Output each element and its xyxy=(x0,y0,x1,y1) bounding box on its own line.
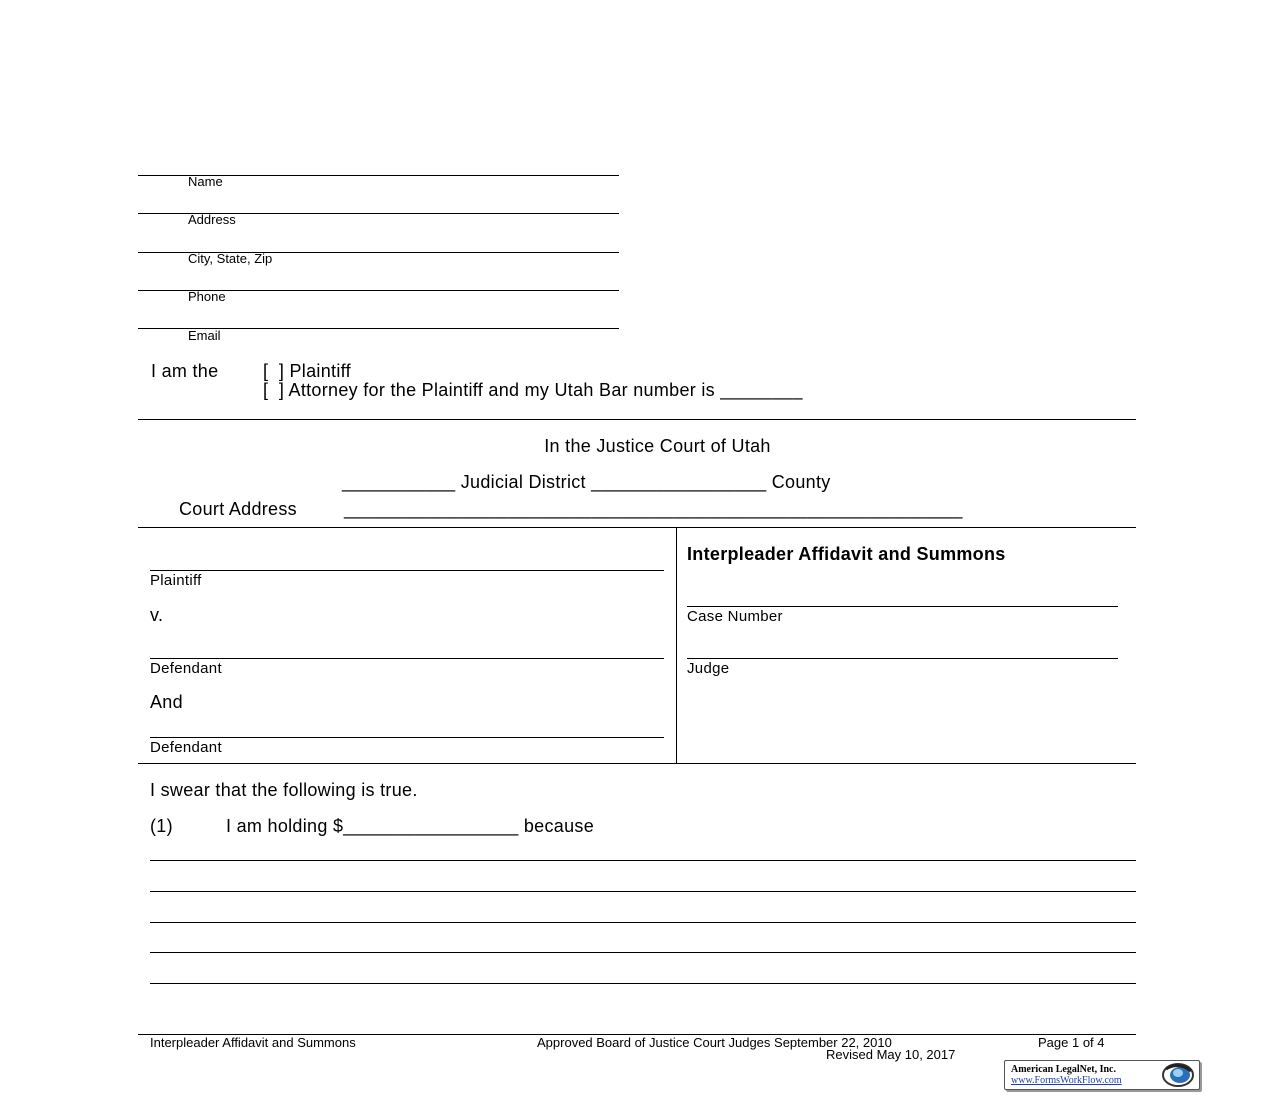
and-text: And xyxy=(150,692,183,712)
caption-bottom-border xyxy=(138,763,1136,764)
case-number-label: Case Number xyxy=(687,608,783,625)
defendant-label-1: Defendant xyxy=(150,660,222,677)
form-title: Interpleader Affidavit and Summons xyxy=(687,544,1006,564)
plaintiff-label: Plaintiff xyxy=(150,572,202,589)
caption-center-divider xyxy=(676,527,677,763)
american-legalnet-logo[interactable] xyxy=(1004,1060,1200,1090)
answer-line[interactable] xyxy=(150,860,1136,861)
answer-line[interactable] xyxy=(150,922,1136,923)
role-lead-text: I am the xyxy=(151,361,219,381)
footer-form-name: Interpleader Affidavit and Summons xyxy=(150,1035,356,1050)
city-state-zip-label: City, State, Zip xyxy=(188,251,273,266)
defendant-line-1[interactable] xyxy=(150,658,664,659)
answer-line[interactable] xyxy=(150,891,1136,892)
logo-url[interactable]: www.FormsWorkFlow.com xyxy=(1011,1075,1122,1086)
court-address-label: Court Address xyxy=(179,499,297,519)
footer-approved: Approved Board of Justice Court Judges September 22, 2010 xyxy=(537,1035,892,1050)
answer-line[interactable] xyxy=(150,983,1136,984)
judge-label: Judge xyxy=(687,660,730,677)
email-label: Email xyxy=(188,328,221,343)
versus-text: v. xyxy=(150,605,164,625)
oath-text: I swear that the following is true. xyxy=(150,780,418,800)
case-number-line[interactable] xyxy=(687,606,1118,607)
answer-line[interactable] xyxy=(150,952,1136,953)
defendant-line-2[interactable] xyxy=(150,737,664,738)
footer-page: Page 1 of 4 xyxy=(1038,1035,1105,1050)
court-address-blank[interactable]: ____________________________________________________________ xyxy=(344,499,963,519)
section-divider xyxy=(138,419,1136,420)
plaintiff-checkbox-option[interactable]: [ ] Plaintiff xyxy=(263,361,351,381)
globe-icon xyxy=(1161,1063,1195,1087)
judge-line[interactable] xyxy=(687,658,1118,659)
phone-label: Phone xyxy=(188,289,226,304)
plaintiff-line[interactable] xyxy=(150,570,664,571)
logo-name: American LegalNet, Inc. xyxy=(1011,1064,1116,1075)
attorney-checkbox-option[interactable]: [ ] Attorney for the Plaintiff and my Utah Bar number is ________ xyxy=(263,380,803,400)
footer-revised: Revised May 10, 2017 xyxy=(826,1047,956,1062)
caption-top-border xyxy=(138,527,1136,528)
court-title: In the Justice Court of Utah xyxy=(544,436,771,456)
item-text[interactable]: I am holding $_________________ because xyxy=(226,816,595,836)
defendant-label-2: Defendant xyxy=(150,739,222,756)
district-county-line[interactable]: ___________ Judicial District _________________ County xyxy=(342,472,831,492)
item-number: (1) xyxy=(150,816,173,836)
name-label: Name xyxy=(188,174,223,189)
address-label: Address xyxy=(188,212,236,227)
